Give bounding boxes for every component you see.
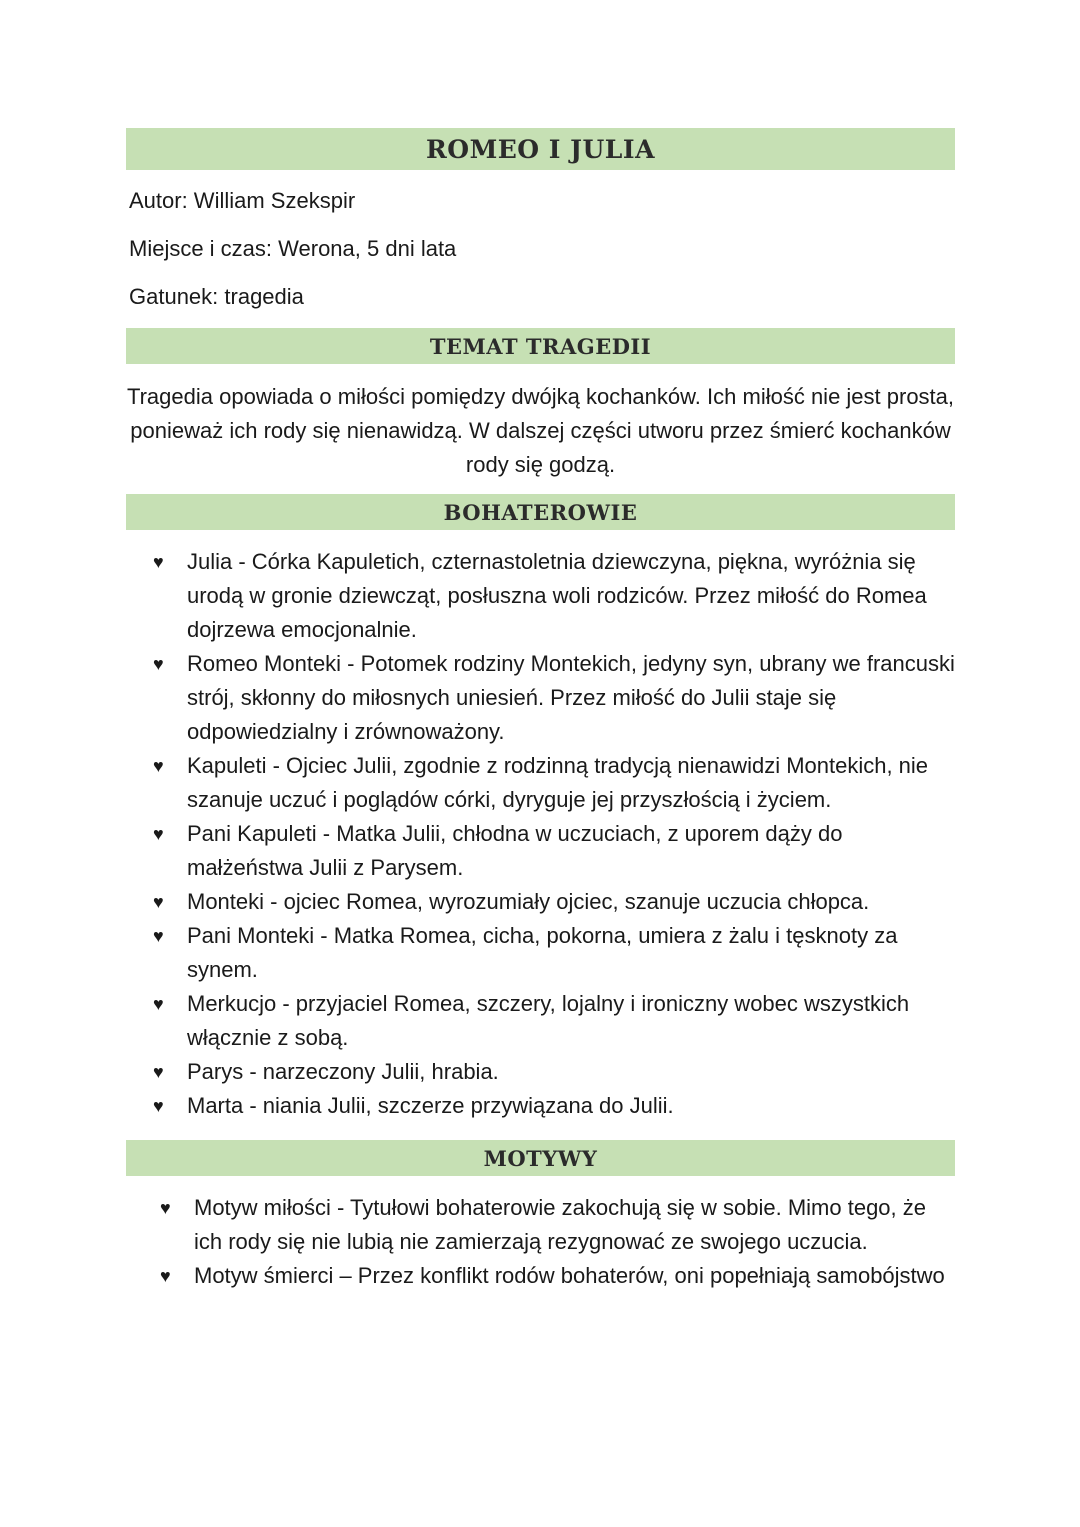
list-item-text: Julia - Córka Kapuletich, czternastoletnia dziewczyna, piękna, wyróżnia się urodą w gronie dziewcząt, posłuszna woli rodziców. Przez miłość do Romea dojrzewa emocjonalnie. xyxy=(187,549,927,642)
heart-icon: ♥ xyxy=(153,756,164,776)
list-item xyxy=(153,749,958,817)
list-item-text: Motyw śmierci – Przez konflikt rodów bohaterów, oni popełniają samobójstwo xyxy=(194,1263,945,1288)
heart-icon: ♥ xyxy=(153,892,164,912)
list-item-text: Monteki - ojciec Romea, wyrozumiały ojciec, szanuje uczucia chłopca. xyxy=(187,889,870,914)
list-item xyxy=(160,1191,960,1259)
author-line: Autor: William Szekspir xyxy=(129,188,356,213)
list-item-text: Pani Kapuleti - Matka Julii, chłodna w uczuciach, z uporem dąży do małżeństwa Julii z Parysem. xyxy=(187,821,843,880)
theme-paragraph: Tragedia opowiada o miłości pomiędzy dwójką kochanków. Ich miłość nie jest prosta, ponieważ ich rody się nienawidzą. W dalszej części utworu przez śmierć kochanków rody się godzą. xyxy=(126,384,955,477)
list-item xyxy=(153,647,958,749)
heart-icon: ♥ xyxy=(153,1062,164,1082)
list-item xyxy=(153,885,958,919)
list-item xyxy=(153,987,958,1055)
motifs-list xyxy=(160,1191,960,1293)
heart-icon: ♥ xyxy=(153,926,164,946)
heart-icon: ♥ xyxy=(153,994,164,1014)
genre-line: Gatunek: tragedia xyxy=(129,284,304,309)
heart-icon: ♥ xyxy=(153,654,164,674)
list-item-text: Parys - narzeczony Julii, hrabia. xyxy=(187,1059,499,1084)
place-time-line: Miejsce i czas: Werona, 5 dni lata xyxy=(129,236,457,261)
list-item-text: Motyw miłości - Tytułowi bohaterowie zakochują się w sobie. Mimo tego, że ich rody się nie lubią nie zamierzają rezygnować ze swojego uczucia. xyxy=(194,1195,927,1254)
list-item-text: Kapuleti - Ojciec Julii, zgodnie z rodzinną tradycją nienawidzi Montekich, nie szanuje uczuć i poglądów córki, dyryguje jej przyszłością i życiem. xyxy=(187,753,929,812)
heart-icon: ♥ xyxy=(160,1266,171,1286)
theme-heading: TEMAT TRAGEDII xyxy=(126,328,955,364)
list-item xyxy=(153,817,958,885)
list-item xyxy=(153,1089,958,1123)
heart-icon: ♥ xyxy=(160,1198,171,1218)
list-item xyxy=(153,919,958,987)
heart-icon: ♥ xyxy=(153,1096,164,1116)
list-item-text: Marta - niania Julii, szczerze przywiązana do Julii. xyxy=(187,1093,674,1118)
document-title: ROMEO I JULIA xyxy=(126,128,955,170)
motifs-heading: MOTYWY xyxy=(126,1140,955,1176)
list-item-text: Merkucjo - przyjaciel Romea, szczery, lojalny i ironiczny wobec wszystkich włącznie z sobą. xyxy=(187,991,910,1050)
heart-icon: ♥ xyxy=(153,552,164,572)
heart-icon: ♥ xyxy=(153,824,164,844)
list-item-text: Pani Monteki - Matka Romea, cicha, pokorna, umiera z żalu i tęsknoty za synem. xyxy=(187,923,898,982)
list-item-text: Romeo Monteki - Potomek rodziny Montekich, jedyny syn, ubrany we francuski strój, skłonny do miłosnych uniesień. Przez miłość do Julii staje się odpowiedzialny i zrównoważony. xyxy=(187,651,955,744)
characters-heading: BOHATEROWIE xyxy=(126,494,955,530)
list-item xyxy=(153,545,958,647)
list-item xyxy=(153,1055,958,1089)
characters-list xyxy=(153,545,958,1123)
list-item xyxy=(160,1259,960,1293)
